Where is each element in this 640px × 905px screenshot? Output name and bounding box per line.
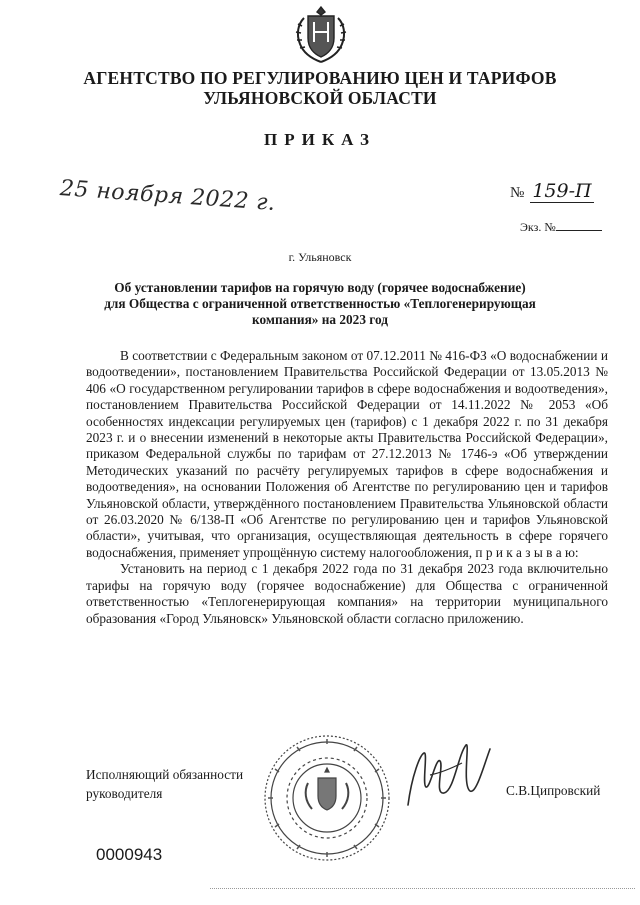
order-number (510, 180, 594, 203)
agency-name-line1: АГЕНТСТВО ПО РЕГУЛИРОВАНИЮ ЦЕН И ТАРИФОВ (83, 68, 557, 88)
copy-label: Экз. № (520, 220, 556, 234)
ulyanovsk-coat-of-arms-icon (290, 4, 352, 68)
signer-position (86, 765, 243, 803)
signer-position-line2: руководителя (86, 786, 163, 801)
form-serial-number: 0000943 (96, 845, 163, 864)
document-type: ПРИКАЗ (264, 130, 376, 149)
title-line1: Об установлении тарифов на горячую воду (горячее водоснабжение) (114, 280, 526, 295)
handwritten-number: 159-П (530, 180, 594, 203)
body-paragraph-preamble: В соответствии с Федеральным законом от 07.12.2011 № 416-ФЗ «О водоснабжении и водоотведении», постановлением Правительства Российской Федерации от 13.05.2013 № 406 «О государственном регулировании тарифов в сфере водоснабжения и водоотведения», постановлением Правительства Российской Федерации от 14.11.2022 № 2053 «Об особенностях индексации регулируемых цен (тарифов) с 1 декабря 2022 г. по 31 декабря 2023 г. и о внесении изменений в некоторые акты Правительства Российской Федерации», приказом Федеральной службы по тарифам от 27.12.2013 № 1746-э «Об утверждении Методических указаний по расчёту регулируемых тарифов в сфере водоснабжения и водоотведения», на основании Положения об Агентстве по регулированию цен и тарифов Ульяновской области, утверждённого постановлением Правительства Ульяновской области от 26.03.2020 № 6/138-П «Об Агентстве по регулированию цен и тарифов Ульяновской области», учитывая, что организация, осуществляющая деятельность в сфере горячего водоснабжения, применяет упрощённую систему налогообложения, п р и к а з ы в а ю: (86, 348, 608, 560)
copy-number (520, 220, 602, 235)
title-line2: для Общества с ограниченной ответственностью «Теплогенерирующая (104, 296, 536, 311)
handwritten-date: 25 ноября 2022 г. (59, 176, 277, 217)
number-sign: № (510, 185, 525, 201)
document-body (86, 348, 608, 627)
signer-position-line1: Исполняющий обязанности (86, 767, 244, 782)
title-line3: компания» на 2023 год (252, 312, 388, 327)
agency-name (60, 68, 580, 108)
city: г. Ульяновск (288, 250, 352, 264)
round-seal-icon (262, 733, 392, 863)
agency-name-line2: УЛЬЯНОВСКОЙ ОБЛАСТИ (203, 88, 437, 108)
body-paragraph-order: Установить на период с 1 декабря 2022 года по 31 декабря 2023 года включительно тарифы на горячую воду (горячее водоснабжение) для Общества с ограниченной ответственностью «Теплогенерирующая компания» на территории муниципального образования «Город Ульяновск» Ульяновской области согласно приложению. (86, 561, 608, 626)
signer-name: С.В.Ципровский (506, 783, 601, 798)
copy-blank (556, 230, 602, 231)
bottom-divider (210, 888, 635, 889)
document-title (100, 280, 540, 328)
handwritten-signature-icon (400, 735, 495, 815)
